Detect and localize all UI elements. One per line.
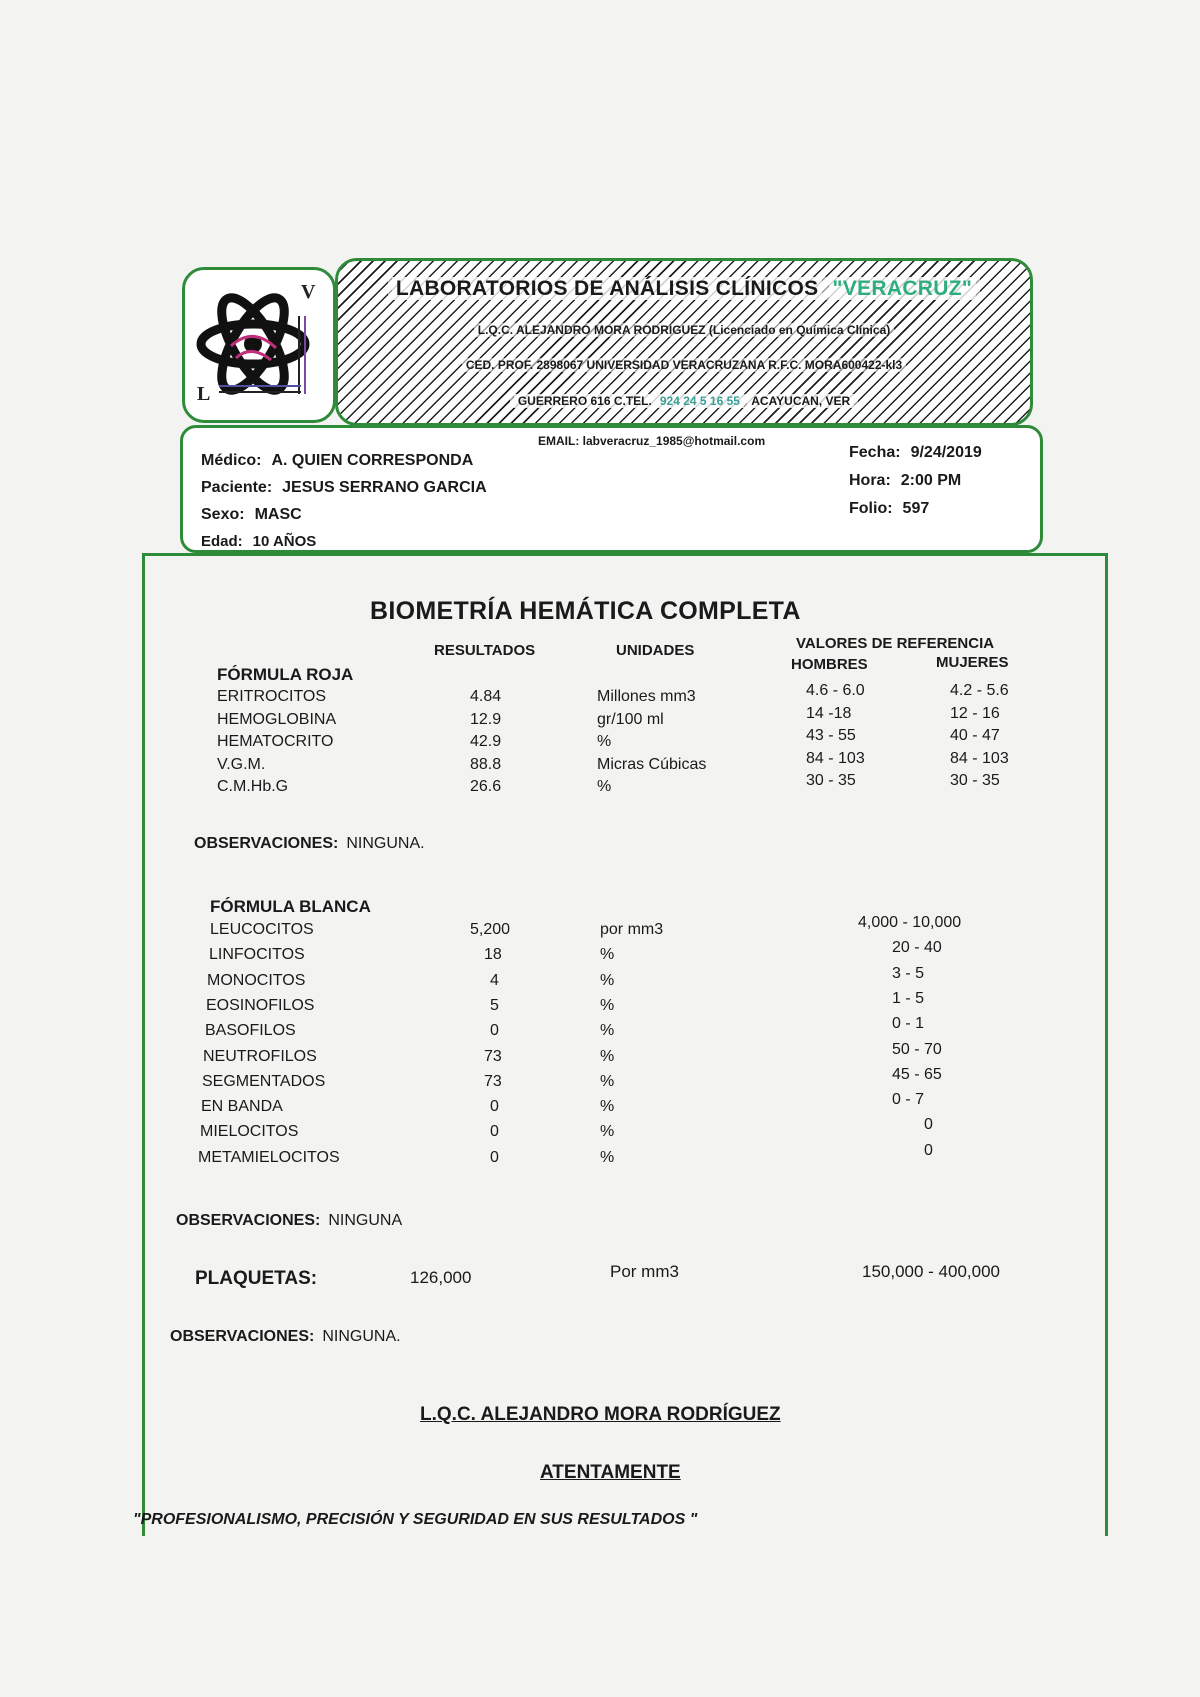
roja-row-name: HEMATOCRITO	[217, 733, 334, 750]
blanca-row-result: 5,200	[470, 921, 511, 938]
col-unidades: UNIDADES	[616, 642, 695, 659]
roja-row-men: 14 -18	[806, 704, 852, 722]
roja-row-name: C.M.Hb.G	[217, 778, 289, 795]
doctor-name: A. QUIEN CORRESPONDA	[271, 452, 474, 469]
roja-row-result: 4.84	[470, 688, 502, 705]
roja-row-result: 88.8	[470, 755, 502, 773]
blanca-row-unit: %	[600, 1123, 615, 1141]
lab-email: EMAIL: labveracruz_1985@hotmail.com	[538, 434, 766, 448]
roja-row-unit: Millones mm3	[597, 688, 696, 705]
roja-row-unit: %	[597, 778, 612, 795]
lab-logo	[182, 267, 336, 423]
roja-row-men: 30 - 35	[806, 772, 856, 789]
lab-motto: "PROFESIONALISMO, PRECISIÓN Y SEGURIDAD EN SUS RESULTADOS "	[133, 1511, 698, 1528]
report-date: 9/24/2019	[910, 444, 982, 461]
roja-row-result: 26.6	[470, 778, 502, 795]
roja-row-women: 30 - 35	[950, 772, 1000, 789]
age-row: Edad: 10 AÑOS	[201, 533, 317, 550]
blanca-row-unit: %	[600, 1047, 615, 1065]
plaquetas-value: 126,000	[410, 1268, 472, 1287]
blanca-row-ref: 0 - 1	[892, 1015, 925, 1033]
sex-row: Sexo: MASC	[201, 506, 302, 523]
blanca-row-result: 5	[490, 996, 499, 1014]
blanca-row-result: 4	[490, 971, 499, 989]
phone-number: 924 24 5 16 55	[656, 394, 744, 408]
col-mujeres: MUJERES	[936, 654, 1009, 671]
blanca-row-result: 73	[484, 1072, 502, 1090]
roja-row-men: 4.6 - 6.0	[806, 682, 865, 699]
roja-row-name: HEMOGLOBINA	[217, 710, 337, 728]
blanca-row-name: EN BANDA	[201, 1098, 283, 1116]
blanca-row-result: 0	[490, 1123, 499, 1141]
blanca-row-result: 0	[490, 1148, 499, 1166]
observations-1-text: NINGUNA.	[346, 835, 425, 852]
roja-row-name: ERITROCITOS	[217, 688, 327, 705]
blanca-row-ref: 4,000 - 10,000	[858, 914, 962, 931]
blanca-row-result: 0	[490, 1098, 499, 1116]
patient-name: JESUS SERRANO GARCIA	[282, 479, 487, 496]
chemist-signature: L.Q.C. ALEJANDRO MORA RODRÍGUEZ	[420, 1404, 781, 1425]
roja-row-men: 84 - 103	[806, 749, 865, 767]
svg-text:L: L	[197, 383, 211, 405]
roja-row-result: 12.9	[470, 710, 502, 728]
blanca-row-unit: %	[600, 946, 615, 964]
report-title: BIOMETRÍA HEMÁTICA COMPLETA	[370, 597, 801, 625]
chemist-line: L.Q.C. ALEJANDRO MORA RODRÍGUEZ (Licenciado en Química Clínica)	[338, 323, 1030, 337]
lab-name: LABORATORIOS DE ANÁLISIS CLÍNICOS "VERACRUZ"	[338, 277, 1030, 301]
observations-2: OBSERVACIONES: NINGUNA	[176, 1212, 403, 1229]
observations-3-text: NINGUNA.	[322, 1328, 401, 1345]
blanca-row-ref: 3 - 5	[892, 964, 925, 982]
blanca-row-unit: %	[600, 1098, 615, 1116]
col-hombres: HOMBRES	[791, 656, 868, 673]
roja-row-name: V.G.M.	[217, 755, 266, 773]
patient-info	[180, 425, 1043, 553]
date-row: Fecha: 9/24/2019	[849, 444, 982, 461]
lab-brand: "VERACRUZ"	[829, 277, 977, 300]
observations-3: OBSERVACIONES: NINGUNA.	[170, 1328, 401, 1345]
roja-row-unit: gr/100 ml	[597, 710, 664, 728]
blanca-row-ref: 50 - 70	[892, 1040, 942, 1058]
svg-text:V: V	[301, 281, 316, 303]
blanca-row-ref: 0	[924, 1141, 933, 1159]
blanca-row-unit: %	[600, 1022, 615, 1040]
blanca-row-name: NEUTROFILOS	[203, 1047, 317, 1065]
blanca-row-name: METAMIELOCITOS	[198, 1148, 340, 1166]
atom-logo-icon	[191, 276, 327, 412]
closing-text: ATENTAMENTE	[540, 1462, 681, 1483]
roja-row-women: 12 - 16	[950, 704, 1000, 722]
folio-row: Folio: 597	[849, 500, 930, 517]
blanca-row-unit: %	[600, 996, 615, 1014]
report-folio: 597	[902, 500, 930, 517]
blanca-row-unit: %	[600, 971, 615, 989]
roja-row-men: 43 - 55	[806, 727, 856, 744]
blanca-row-name: MONOCITOS	[207, 971, 306, 989]
blanca-row-name: LINFOCITOS	[209, 946, 305, 964]
blanca-row-unit: por mm3	[600, 921, 664, 938]
blanca-row-ref: 45 - 65	[892, 1065, 942, 1083]
blanca-row-name: MIELOCITOS	[200, 1123, 299, 1141]
patient-sex: MASC	[254, 506, 302, 523]
observations-1: OBSERVACIONES: NINGUNA.	[194, 835, 425, 852]
roja-row-women: 84 - 103	[950, 749, 1009, 767]
col-resultados: RESULTADOS	[434, 642, 536, 659]
lab-header	[335, 258, 1033, 426]
blanca-row-ref: 20 - 40	[892, 939, 942, 957]
col-referencia: VALORES DE REFERENCIA	[796, 635, 995, 652]
blanca-row-ref: 0	[924, 1116, 933, 1134]
blanca-row-result: 73	[484, 1047, 502, 1065]
plaquetas-label: PLAQUETAS:	[195, 1268, 318, 1289]
roja-row-result: 42.9	[470, 733, 502, 750]
observations-2-text: NINGUNA	[328, 1212, 403, 1229]
blanca-row-unit: %	[600, 1148, 615, 1166]
blanca-row-unit: %	[600, 1072, 615, 1090]
plaquetas-ref: 150,000 - 400,000	[862, 1262, 1001, 1281]
roja-row-women: 40 - 47	[950, 727, 1000, 744]
roja-row-women: 4.2 - 5.6	[950, 682, 1009, 699]
blanca-row-name: LEUCOCITOS	[210, 921, 314, 938]
formula-roja-heading: FÓRMULA ROJA	[217, 665, 354, 684]
blanca-row-name: EOSINOFILOS	[206, 996, 315, 1014]
address-line: GUERRERO 616 C.TEL. 924 24 5 16 55 ACAYUCAN, VER	[338, 394, 1030, 408]
blanca-row-ref: 1 - 5	[892, 989, 925, 1007]
patient-row: Paciente: JESUS SERRANO GARCIA	[201, 479, 487, 496]
blanca-row-name: SEGMENTADOS	[202, 1072, 326, 1090]
time-row: Hora: 2:00 PM	[849, 472, 962, 489]
plaquetas-unit: Por mm3	[610, 1262, 679, 1281]
roja-row-unit: Micras Cúbicas	[597, 755, 707, 773]
blanca-row-result: 0	[490, 1022, 499, 1040]
report-time: 2:00 PM	[900, 472, 962, 489]
roja-row-unit: %	[597, 733, 612, 750]
formula-blanca-heading: FÓRMULA BLANCA	[210, 897, 371, 916]
blanca-row-result: 18	[484, 946, 502, 964]
blanca-row-ref: 0 - 7	[892, 1091, 925, 1109]
credentials-line: CED. PROF. 2898067 UNIVERSIDAD VERACRUZANA R.F.C. MORA600422-kl3	[338, 358, 1030, 372]
doctor-row: Médico: A. QUIEN CORRESPONDA	[201, 452, 474, 469]
blanca-row-name: BASOFILOS	[205, 1022, 296, 1040]
patient-age: 10 AÑOS	[252, 533, 317, 550]
